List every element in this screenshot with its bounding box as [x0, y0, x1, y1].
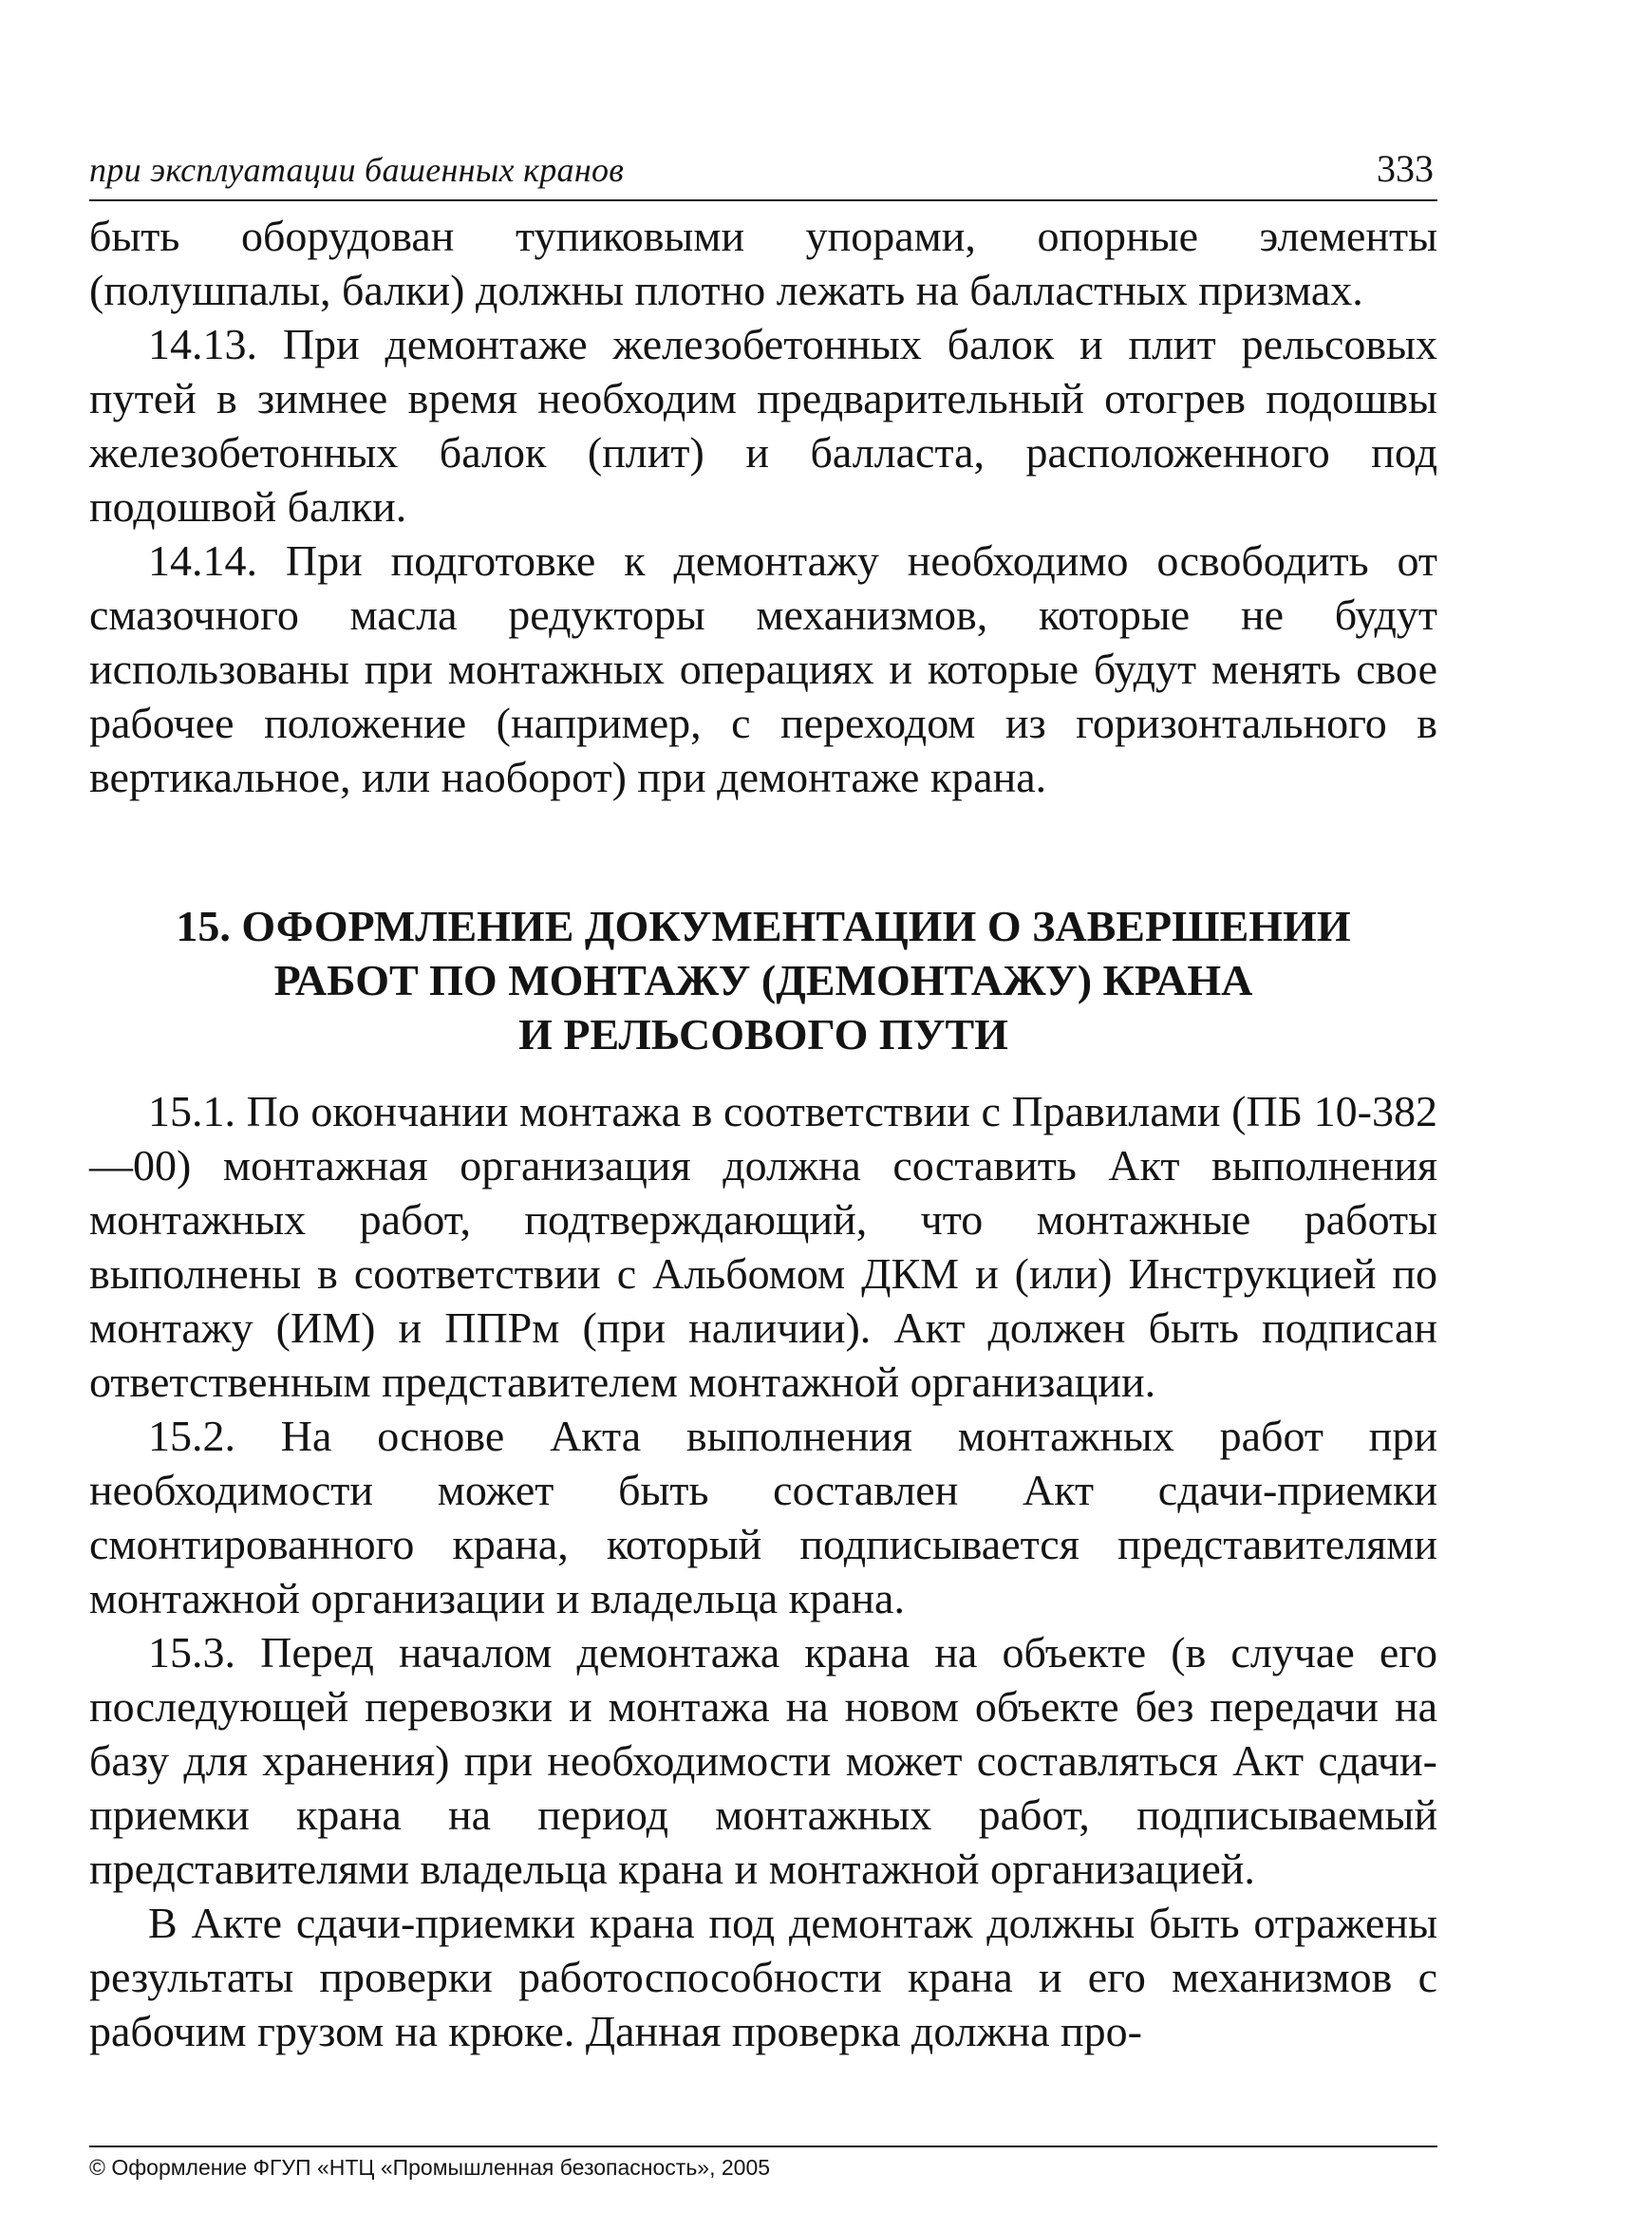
section-heading: [89, 899, 1437, 1061]
body-text: [89, 209, 1437, 2058]
paragraph-15-3: 15.3. Перед началом демонтажа крана на объекте (в случае его последующей перевозки и монтажа на новом объекте без передачи на базу для хранения) при необходимости может составляться Акт сдачи-приемки крана на период монтажных работ, подписываемый представителями владельца крана и монтажной организацией.: [89, 1628, 1437, 1893]
footer-copyright: © Оформление ФГУП «НТЦ «Промышленная безопасность», 2005: [89, 2155, 771, 2180]
footer-divider: [89, 2146, 1437, 2147]
running-title: при эксплуатации башенных кранов: [89, 151, 625, 189]
paragraph-act-check: В Акте сдачи-приемки крана под демонтаж должны быть отражены результаты проверки работоспособности крана и его механизмов с рабочим грузом на крюке. Данная проверка должна про-: [89, 1899, 1437, 2055]
section-heading-line-2: РАБОТ ПО МОНТАЖУ (ДЕМОНТАЖУ) КРАНА: [273, 956, 1253, 1004]
paragraph-15-1: 15.1. По окончании монтажа в соответствии с Правилами (ПБ 10-382—00) монтажная организация должна составить Акт выполнения монтажных работ, подтверждающий, что монтажные работы выполнены в соответствии с Альбомом ДКМ и (или) Инструкцией по монтажу (ИМ) и ППРм (при наличии). Акт должен быть подписан ответственным представителем монтажной организации.: [89, 1087, 1437, 1406]
section-heading-line-1: 15. ОФОРМЛЕНИЕ ДОКУМЕНТАЦИИ О ЗАВЕРШЕНИИ: [176, 902, 1351, 950]
section-heading-line-3: И РЕЛЬСОВОГО ПУТИ: [518, 1010, 1008, 1059]
running-header: [89, 141, 1437, 201]
paragraph-14-13: 14.13. При демонтаже железобетонных балок и плит рельсовых путей в зимнее время необходим предварительный отогрев подошвы железобетонных балок (плит) и балласта, расположенного под подошвой балки.: [89, 320, 1437, 531]
paragraph-15-2: 15.2. На основе Акта выполнения монтажных работ при необходимости может быть составлен Акт сдачи-приемки смонтированного крана, который подписывается представителями монтажной организации и владельца крана.: [89, 1412, 1437, 1622]
page-number: 333: [1377, 147, 1434, 190]
paragraph-14-14: 14.14. При подготовке к демонтажу необходимо освободить от смазочного масла редукторы механизмов, которые не будут использованы при монтажных операциях и которые будут менять свое рабочее положение (например, с переходом из горизонтального в вертикальное, или наоборот) при демонтаже крана.: [89, 536, 1437, 801]
paragraph-continuation: быть оборудован тупиковыми упорами, опорные элементы (полушпалы, балки) должны плотно лежать на балластных призмах.: [89, 212, 1437, 314]
